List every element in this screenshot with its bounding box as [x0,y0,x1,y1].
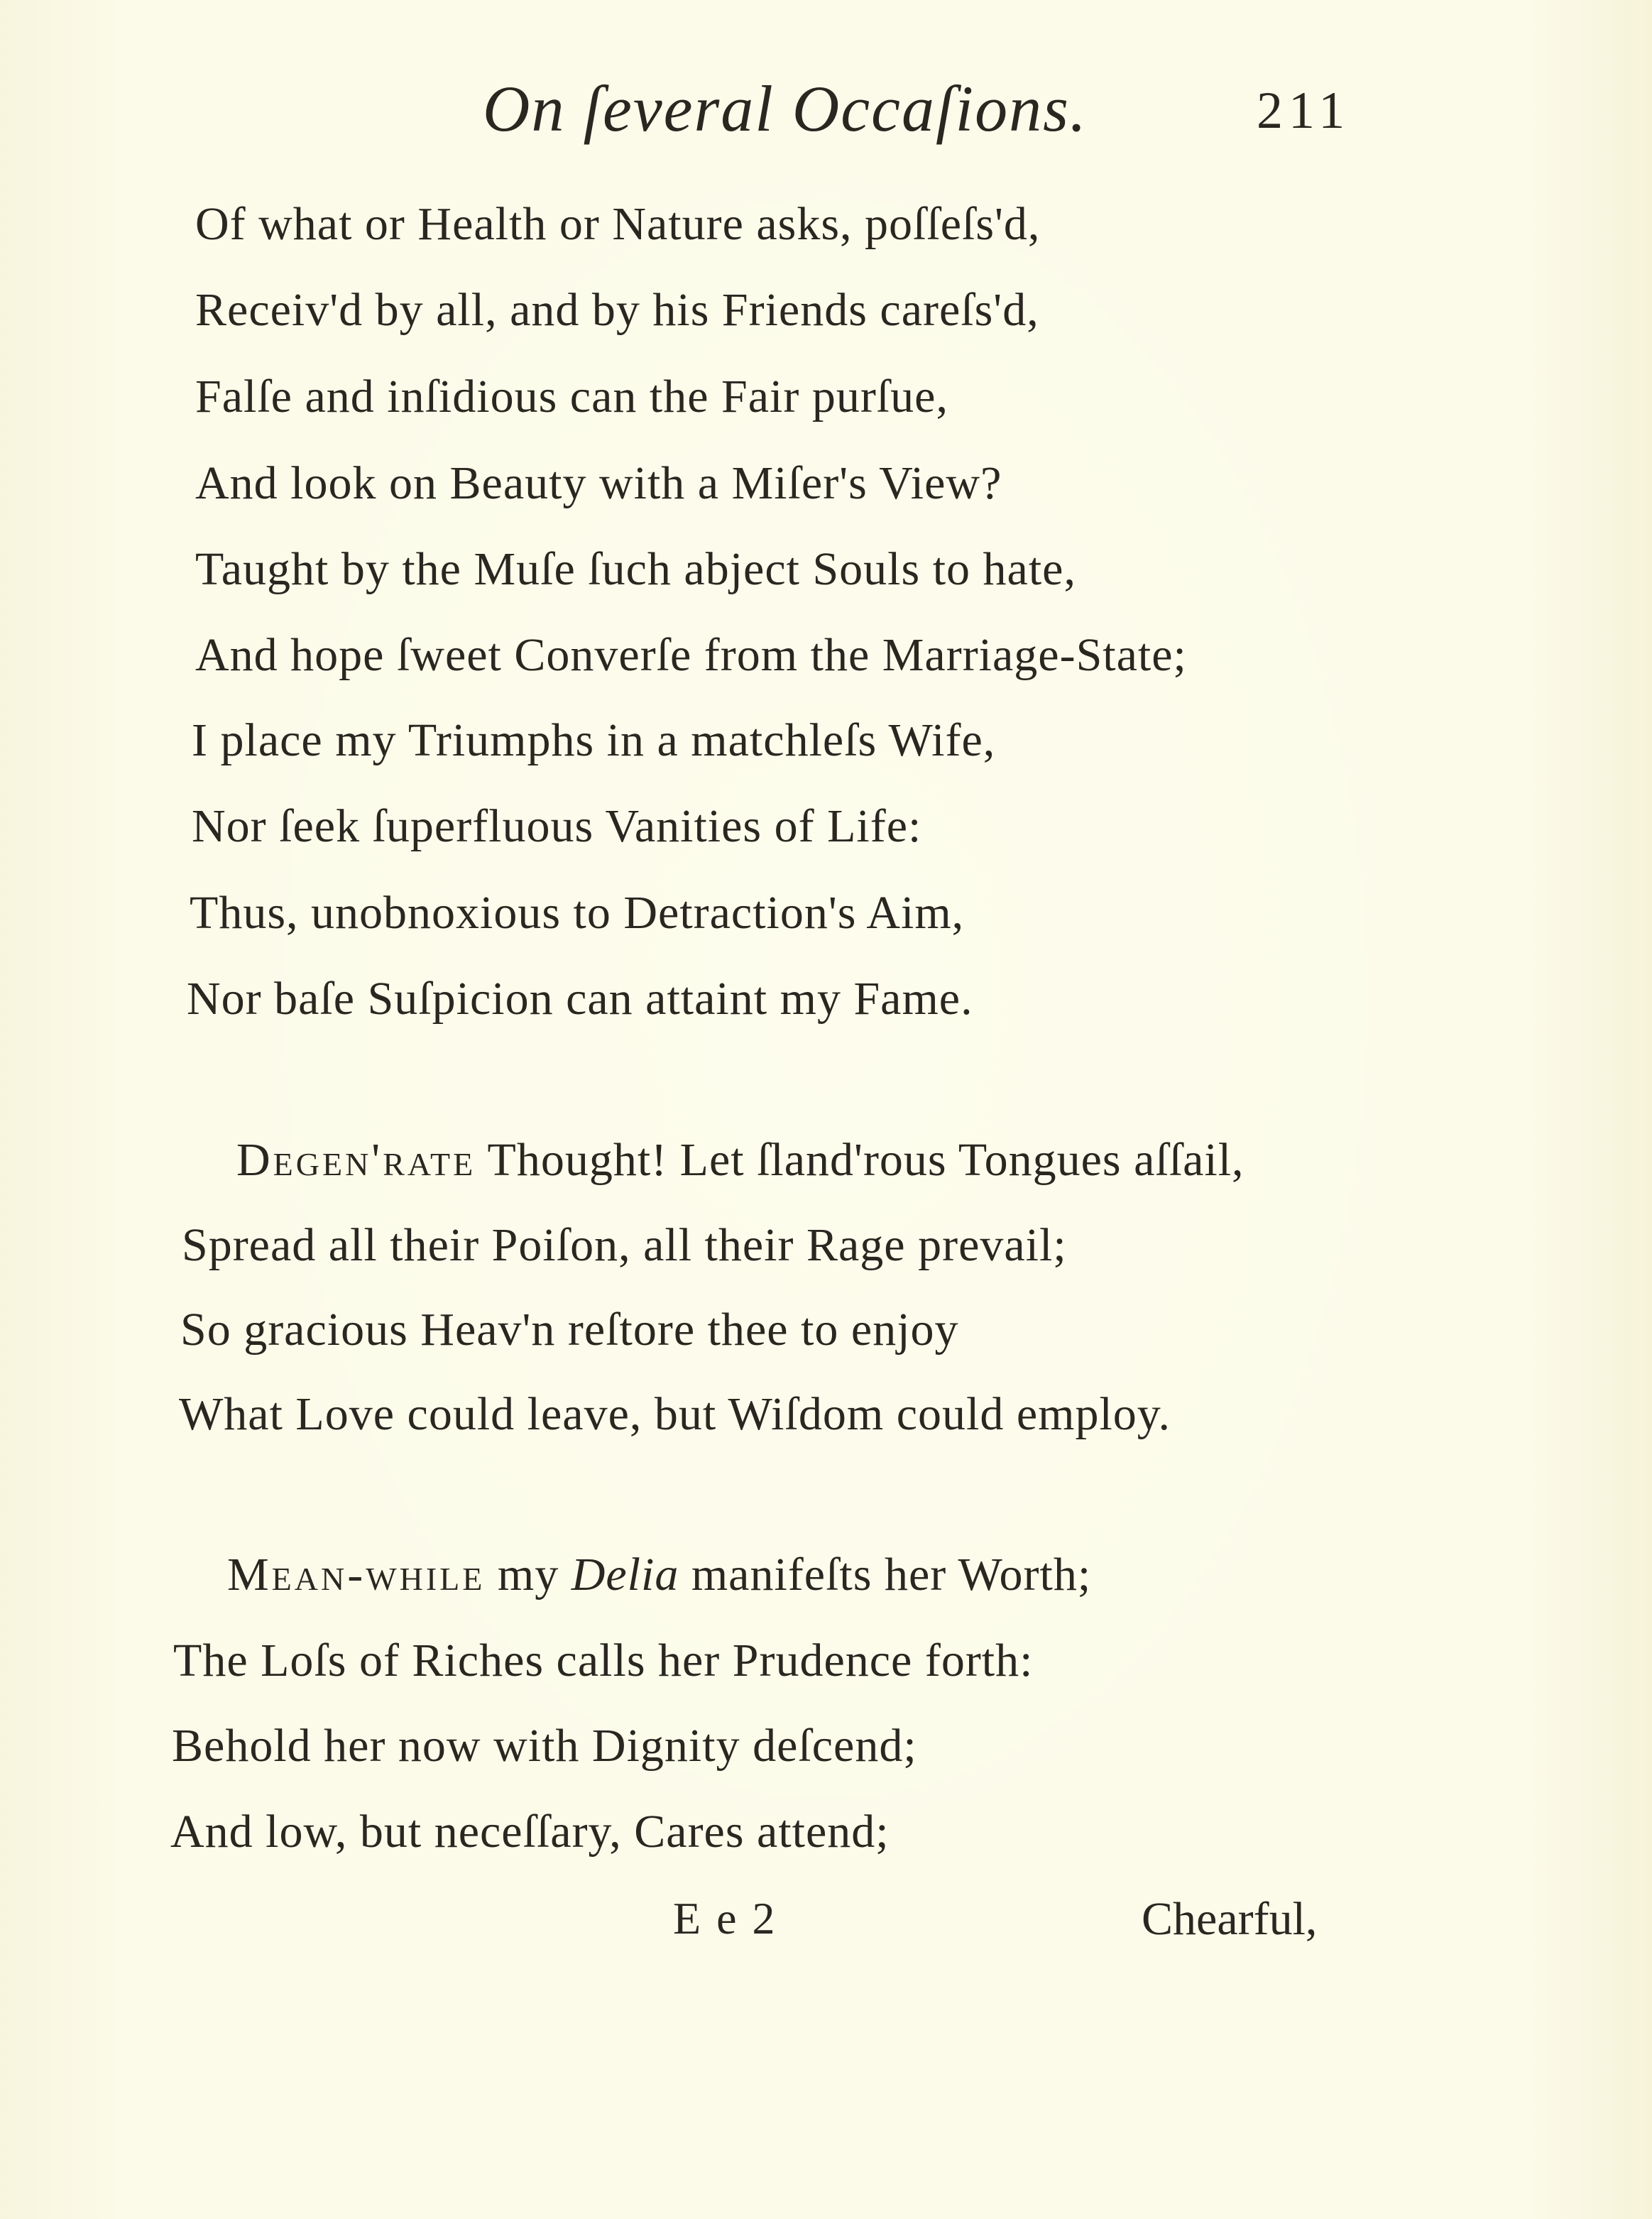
verse-line: Nor baſe Suſpicion can attaint my Fame. [187,973,973,1025]
verse-line: I place my Triumphs in a matchleſs Wife, [192,714,996,766]
signature-mark: Ee2 [673,1893,791,1943]
verse-line: Falſe and inſidious can the Fair purſue, [195,371,948,422]
verse-line-first [227,1549,1092,1601]
page-number: 211 [1257,82,1351,140]
running-head-title: On ſeveral Occaſions. [483,72,1088,145]
verse-line: Behold her now with Dignity deſcend; [172,1720,917,1772]
catchword: Chearful, [1142,1893,1318,1945]
verse-line: And low, but neceſſary, Cares attend; [170,1806,890,1858]
verse-line-text: manifeſts her Worth; [679,1549,1092,1601]
verse-line: Receiv'd by all, and by his Friends careſs'd, [195,284,1039,336]
running-head [0,71,1652,156]
verse-line: Nor ſeek ſuperfluous Vanities of Life: [192,800,922,852]
verse-line: The Loſs of Riches calls her Prudence forth: [173,1635,1034,1686]
page-footer [0,1892,1652,1956]
verse-line-text: my [485,1549,571,1601]
verse-line: Of what or Health or Nature asks, poſſeſs'd, [195,198,1041,250]
verse-line: Thus, unobnoxious to Detraction's Aim, [190,887,965,939]
verse-line-text: Thought! Let ſland'rous Tongues aſſail, [476,1134,1245,1186]
proper-name: Delia [571,1549,679,1601]
verse-line-first [236,1134,1245,1186]
verse-line: And look on Beauty with a Miſer's View? [195,457,1002,509]
verse-line: Spread all their Poiſon, all their Rage prevail; [182,1219,1067,1271]
verse-line: Taught by the Muſe ſuch abject Souls to hate, [195,543,1076,595]
opening-word: Mean-while [227,1549,486,1601]
opening-word: Degen'rate [236,1134,476,1186]
verse-line: So gracious Heav'n reſtore thee to enjoy [180,1304,959,1356]
verse-line: What Love could leave, but Wiſdom could employ. [179,1388,1171,1440]
verse-line: And hope ſweet Converſe from the Marriage-State; [195,629,1187,681]
